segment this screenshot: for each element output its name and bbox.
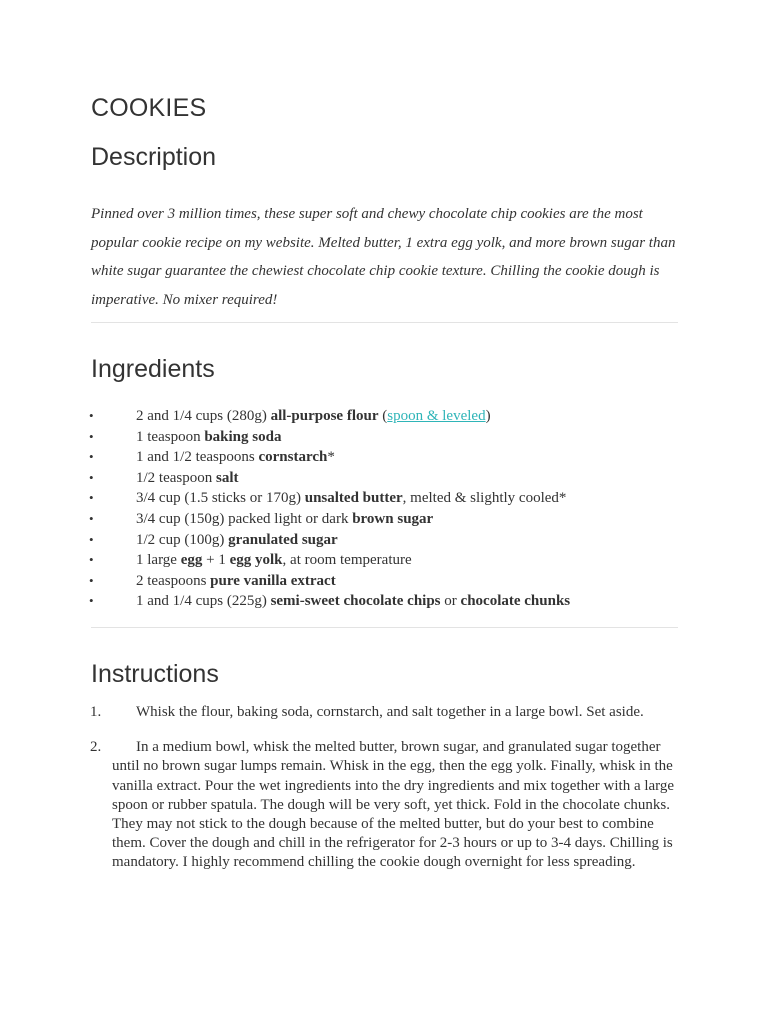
ingredient-text: , melted & slightly cooled* — [402, 490, 567, 507]
ingredient-text: 1/2 teaspoon — [136, 469, 216, 486]
ingredients-list — [91, 406, 570, 612]
ingredient-text: 1 and 1/4 cups (225g) — [136, 593, 271, 610]
ingredient-item — [91, 591, 570, 612]
ingredient-item — [91, 427, 570, 448]
ingredient-text: , at room temperature — [282, 552, 412, 569]
step-text: Whisk the flour, baking soda, cornstarch, and salt together in a large bowl. Set aside. — [136, 704, 644, 720]
bullet-icon: • — [89, 531, 94, 547]
ingredient-text: ) — [485, 408, 491, 424]
ingredient-item — [91, 509, 570, 530]
instruction-step — [91, 703, 678, 722]
ingredient-item — [91, 406, 570, 427]
ingredient-text: or — [440, 593, 461, 610]
ingredient-text: 1 and 1/2 teaspoons — [136, 449, 259, 466]
step-text: In a medium bowl, whisk the melted butter, brown sugar, and granulated sugar together until no brown sugar lumps remain. Whisk in the egg, then the egg yolk. Finally, whisk in the vanilla extract. Pour the wet ingredients into the dry ingredients and mix together with a large spoon or rubber spatula. The dough will be very soft, yet thick. Fold in the chocolate chunks. They may not stick to the dough because of the melted butter, but do your best to combine them. Cover the dough and chill in the refrigerator for 2-3 hours or up to 3-4 days. Chilling is mandatory. I highly recommend chilling the cookie dough overnight for less spreading. — [112, 739, 675, 871]
ingredient-text: 3/4 cup (1.5 sticks or 170g) — [136, 490, 305, 507]
ingredient-name: unsalted butter — [304, 490, 403, 507]
ingredient-name: all-purpose flour — [270, 408, 379, 424]
recipe-title: COOKIES — [91, 94, 207, 122]
ingredients-heading: Ingredients — [91, 355, 215, 383]
ingredient-name: brown sugar — [352, 510, 434, 527]
ingredient-name: granulated sugar — [228, 531, 338, 548]
ingredient-item — [91, 530, 570, 551]
description-text: Pinned over 3 million times, these super soft and chewy chocolate chip cookies are the most popular cookie recipe on my website. Melted butter, 1 extra egg yolk, and more brown sugar than white sugar guarantee the chewiest chocolate chip cookie texture. Chilling the cookie dough is imperative. No mixer required! — [91, 206, 676, 308]
bullet-icon: • — [89, 428, 94, 444]
bullet-icon: • — [89, 408, 94, 423]
ingredient-text: 2 teaspoons — [136, 572, 211, 589]
instruction-step — [91, 738, 678, 872]
instructions-heading: Instructions — [91, 660, 219, 688]
bullet-icon: • — [89, 552, 94, 568]
bullet-icon: • — [89, 449, 94, 465]
ingredient-item — [91, 468, 570, 489]
ingredient-name: baking soda — [204, 428, 282, 445]
ingredient-text: * — [327, 449, 335, 466]
instructions-list — [91, 703, 678, 889]
bullet-icon: • — [89, 572, 94, 588]
ingredient-text: 3/4 cup (150g) packed light or dark — [136, 510, 353, 527]
bullet-icon: • — [89, 469, 94, 485]
bullet-icon: • — [89, 490, 94, 506]
ingredient-text: 2 and 1/4 cups (280g) — [136, 408, 271, 424]
divider — [91, 322, 678, 323]
ingredient-text: 1 teaspoon — [136, 428, 205, 445]
step-number: 2. — [90, 739, 102, 756]
ingredient-name: cornstarch — [258, 449, 328, 466]
ingredient-text: 1 large — [136, 552, 181, 569]
bullet-icon: • — [89, 593, 94, 609]
ingredient-text: + 1 — [202, 552, 230, 569]
bullet-icon: • — [89, 510, 94, 526]
ingredient-name: chocolate chunks — [460, 593, 571, 610]
ingredient-item — [91, 550, 570, 571]
spoon-leveled-link[interactable]: spoon & leveled — [387, 408, 486, 424]
description-heading: Description — [91, 143, 217, 171]
divider — [91, 627, 678, 628]
step-number: 1. — [90, 704, 102, 720]
ingredient-item — [91, 488, 570, 509]
ingredient-name: pure vanilla extract — [210, 572, 336, 589]
ingredient-name: semi-sweet chocolate chips — [270, 593, 441, 610]
ingredient-item — [91, 571, 570, 592]
ingredient-name: salt — [216, 469, 239, 486]
ingredient-text: ( — [378, 408, 388, 424]
ingredient-name: egg — [180, 552, 203, 569]
ingredient-item — [91, 447, 570, 468]
ingredient-text: 1/2 cup (100g) — [136, 531, 229, 548]
ingredient-name: egg yolk — [229, 552, 283, 569]
